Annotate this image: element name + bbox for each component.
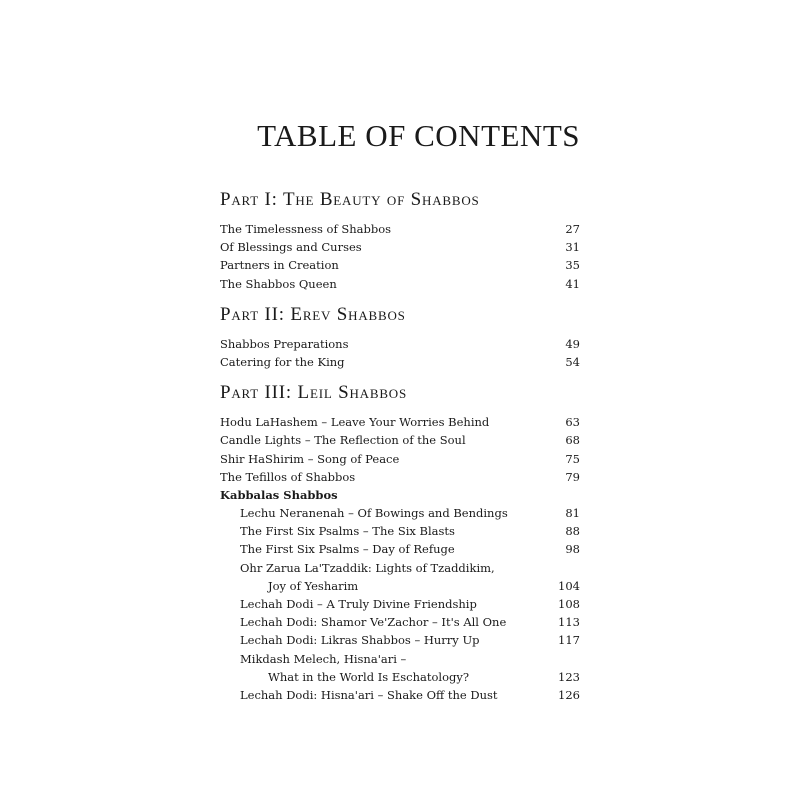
entry-page: 88 [565, 524, 580, 539]
entry-page: 49 [565, 336, 580, 351]
entry-title: Lechah Dodi – A Truly Divine Friendship [240, 597, 477, 611]
entry-page: 41 [565, 276, 580, 291]
entry-title: Lechah Dodi: Likras Shabbos – Hurry Up [240, 633, 480, 648]
toc-entry-continuation [220, 668, 580, 686]
entry-page: 79 [565, 469, 580, 484]
toc-entry [220, 522, 580, 540]
entry-page: 117 [558, 633, 580, 648]
entry-page: 104 [558, 578, 580, 593]
entry-page: 68 [565, 433, 580, 448]
entry-page: 81 [565, 506, 580, 521]
toc-entry [220, 275, 580, 293]
entry-page: 54 [565, 354, 580, 369]
entry-title: Of Blessings and Curses [220, 240, 362, 255]
toc-entry [220, 613, 580, 631]
toc-entry [220, 431, 580, 449]
toc-entry [220, 504, 580, 522]
table-of-contents [220, 186, 580, 704]
subsection-heading: Kabbalas Shabbos [220, 487, 338, 502]
entry-title-continuation: What in the World Is Eschatology? [268, 669, 470, 684]
part-1 [220, 186, 580, 293]
entry-title: Candle Lights – The Reflection of the Soul [220, 433, 466, 448]
toc-entry [220, 335, 580, 353]
entry-title: Hodu LaHashem – Leave Your Worries Behind [220, 415, 490, 430]
toc-entry [220, 256, 580, 274]
toc-entry [220, 540, 580, 558]
toc-entry [220, 631, 580, 649]
page-title: TABLE OF CONTENTS [257, 118, 580, 153]
entry-title: The First Six Psalms – Day of Refuge [240, 542, 455, 557]
toc-entry [220, 468, 580, 486]
entry-page: 27 [565, 222, 580, 236]
part-3 [220, 379, 580, 704]
toc-entry-continuation [220, 577, 580, 595]
part-heading: Part III: Leil Shabbos [220, 382, 408, 404]
entry-page: 126 [558, 687, 580, 702]
entry-page: 35 [565, 258, 580, 273]
entry-title: The First Six Psalms – The Six Blasts [240, 524, 455, 539]
entry-title: Mikdash Melech, Hisna'ari – [240, 651, 407, 666]
entry-page: 98 [565, 542, 580, 557]
entry-title: Shir HaShirim – Song of Peace [220, 451, 400, 466]
toc-entry [220, 238, 580, 256]
entry-title: Ohr Zarua La'Tzaddik: Lights of Tzaddikim, [240, 560, 495, 575]
entry-title: Lechah Dodi: Hisna'ari – Shake Off the Dust [240, 687, 498, 702]
entry-page: 123 [558, 669, 580, 684]
toc-entry [220, 413, 580, 431]
toc-entry [220, 595, 580, 613]
part-heading: Part I: The Beauty of Shabbos [220, 189, 480, 210]
entry-page: 63 [565, 415, 580, 430]
part-2 [220, 301, 580, 371]
part-heading: Part II: Erev Shabbos [220, 303, 406, 325]
entry-page: 75 [565, 451, 580, 466]
entry-page: 108 [558, 597, 580, 611]
entry-title: Catering for the King [220, 354, 345, 369]
entry-title-continuation: Joy of Yesharim [268, 578, 359, 593]
entry-title: Lechu Neranenah – Of Bowings and Bendings [240, 506, 508, 521]
toc-entry [220, 559, 580, 577]
entry-title: The Tefillos of Shabbos [220, 469, 356, 484]
entry-page: 31 [565, 240, 580, 255]
entry-title: Partners in Creation [220, 258, 339, 273]
entry-title: Lechah Dodi: Shamor Ve'Zachor – It's All One [240, 615, 507, 630]
entry-title: Shabbos Preparations [220, 336, 349, 351]
toc-entry [220, 650, 580, 668]
toc-entry [220, 353, 580, 371]
toc-entry [220, 220, 580, 238]
entry-title: The Shabbos Queen [220, 276, 337, 291]
toc-entry [220, 450, 580, 468]
toc-entry [220, 686, 580, 704]
entry-page: 113 [558, 615, 580, 630]
entry-title: The Timelessness of Shabbos [220, 222, 392, 236]
